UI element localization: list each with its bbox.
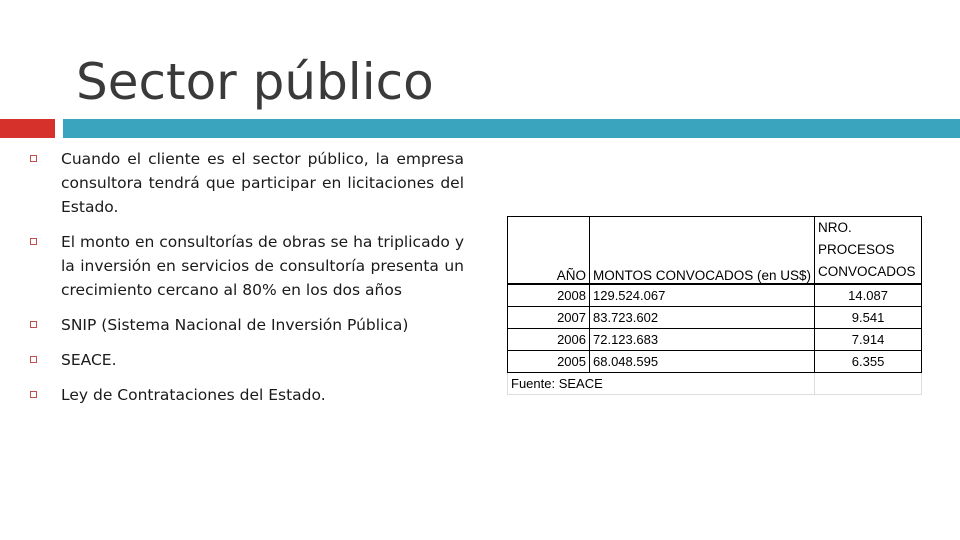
square-bullet-icon	[30, 321, 37, 328]
title-accent-bar-red	[0, 119, 55, 138]
title-accent-bar-teal	[63, 119, 960, 138]
table-header-row	[508, 217, 922, 285]
bullet-item	[30, 147, 464, 219]
cell-amount: 72.123.683	[590, 329, 815, 351]
cell-amount: 83.723.602	[590, 307, 815, 329]
bullet-item	[30, 313, 464, 337]
source-note: Fuente: SEACE	[508, 373, 815, 395]
source-empty-cell	[815, 373, 922, 395]
bullet-text: El monto en consultorías de obras se ha triplicado y la inversión en servicios de consultoría presenta un crecimiento cercano al 80% en los dos años	[61, 233, 464, 299]
cell-count: 6.355	[815, 351, 922, 373]
slide-title: Sector público	[76, 53, 434, 111]
table-row	[508, 284, 922, 307]
bullet-item	[30, 383, 464, 407]
bullet-text: SEACE.	[61, 351, 117, 369]
cell-count: 7.914	[815, 329, 922, 351]
header-year: AÑO	[508, 217, 590, 285]
header-count-line2: CONVOCADOS	[818, 264, 916, 279]
cell-year: 2007	[508, 307, 590, 329]
table-row	[508, 307, 922, 329]
square-bullet-icon	[30, 356, 37, 363]
square-bullet-icon	[30, 155, 37, 162]
cell-year: 2008	[508, 284, 590, 307]
cell-amount: 68.048.595	[590, 351, 815, 373]
procurement-table	[507, 216, 922, 395]
bullet-item	[30, 348, 464, 372]
table-row	[508, 329, 922, 351]
bullet-text: Ley de Contrataciones del Estado.	[61, 386, 326, 404]
bullet-text: SNIP (Sistema Nacional de Inversión Pública)	[61, 316, 409, 334]
header-count	[815, 217, 922, 285]
cell-count: 9.541	[815, 307, 922, 329]
square-bullet-icon	[30, 391, 37, 398]
bullet-item	[30, 230, 464, 302]
bullet-list	[30, 147, 464, 418]
table-row	[508, 351, 922, 373]
cell-year: 2005	[508, 351, 590, 373]
square-bullet-icon	[30, 238, 37, 245]
cell-count: 14.087	[815, 284, 922, 307]
cell-year: 2006	[508, 329, 590, 351]
header-amount: MONTOS CONVOCADOS (en US$)	[590, 217, 815, 285]
header-count-line1: NRO. PROCESOS	[818, 220, 895, 257]
table-source-row	[508, 373, 922, 395]
cell-amount: 129.524.067	[590, 284, 815, 307]
bullet-text: Cuando el cliente es el sector público, la empresa consultora tendrá que participar en licitaciones del Estado.	[61, 150, 464, 216]
